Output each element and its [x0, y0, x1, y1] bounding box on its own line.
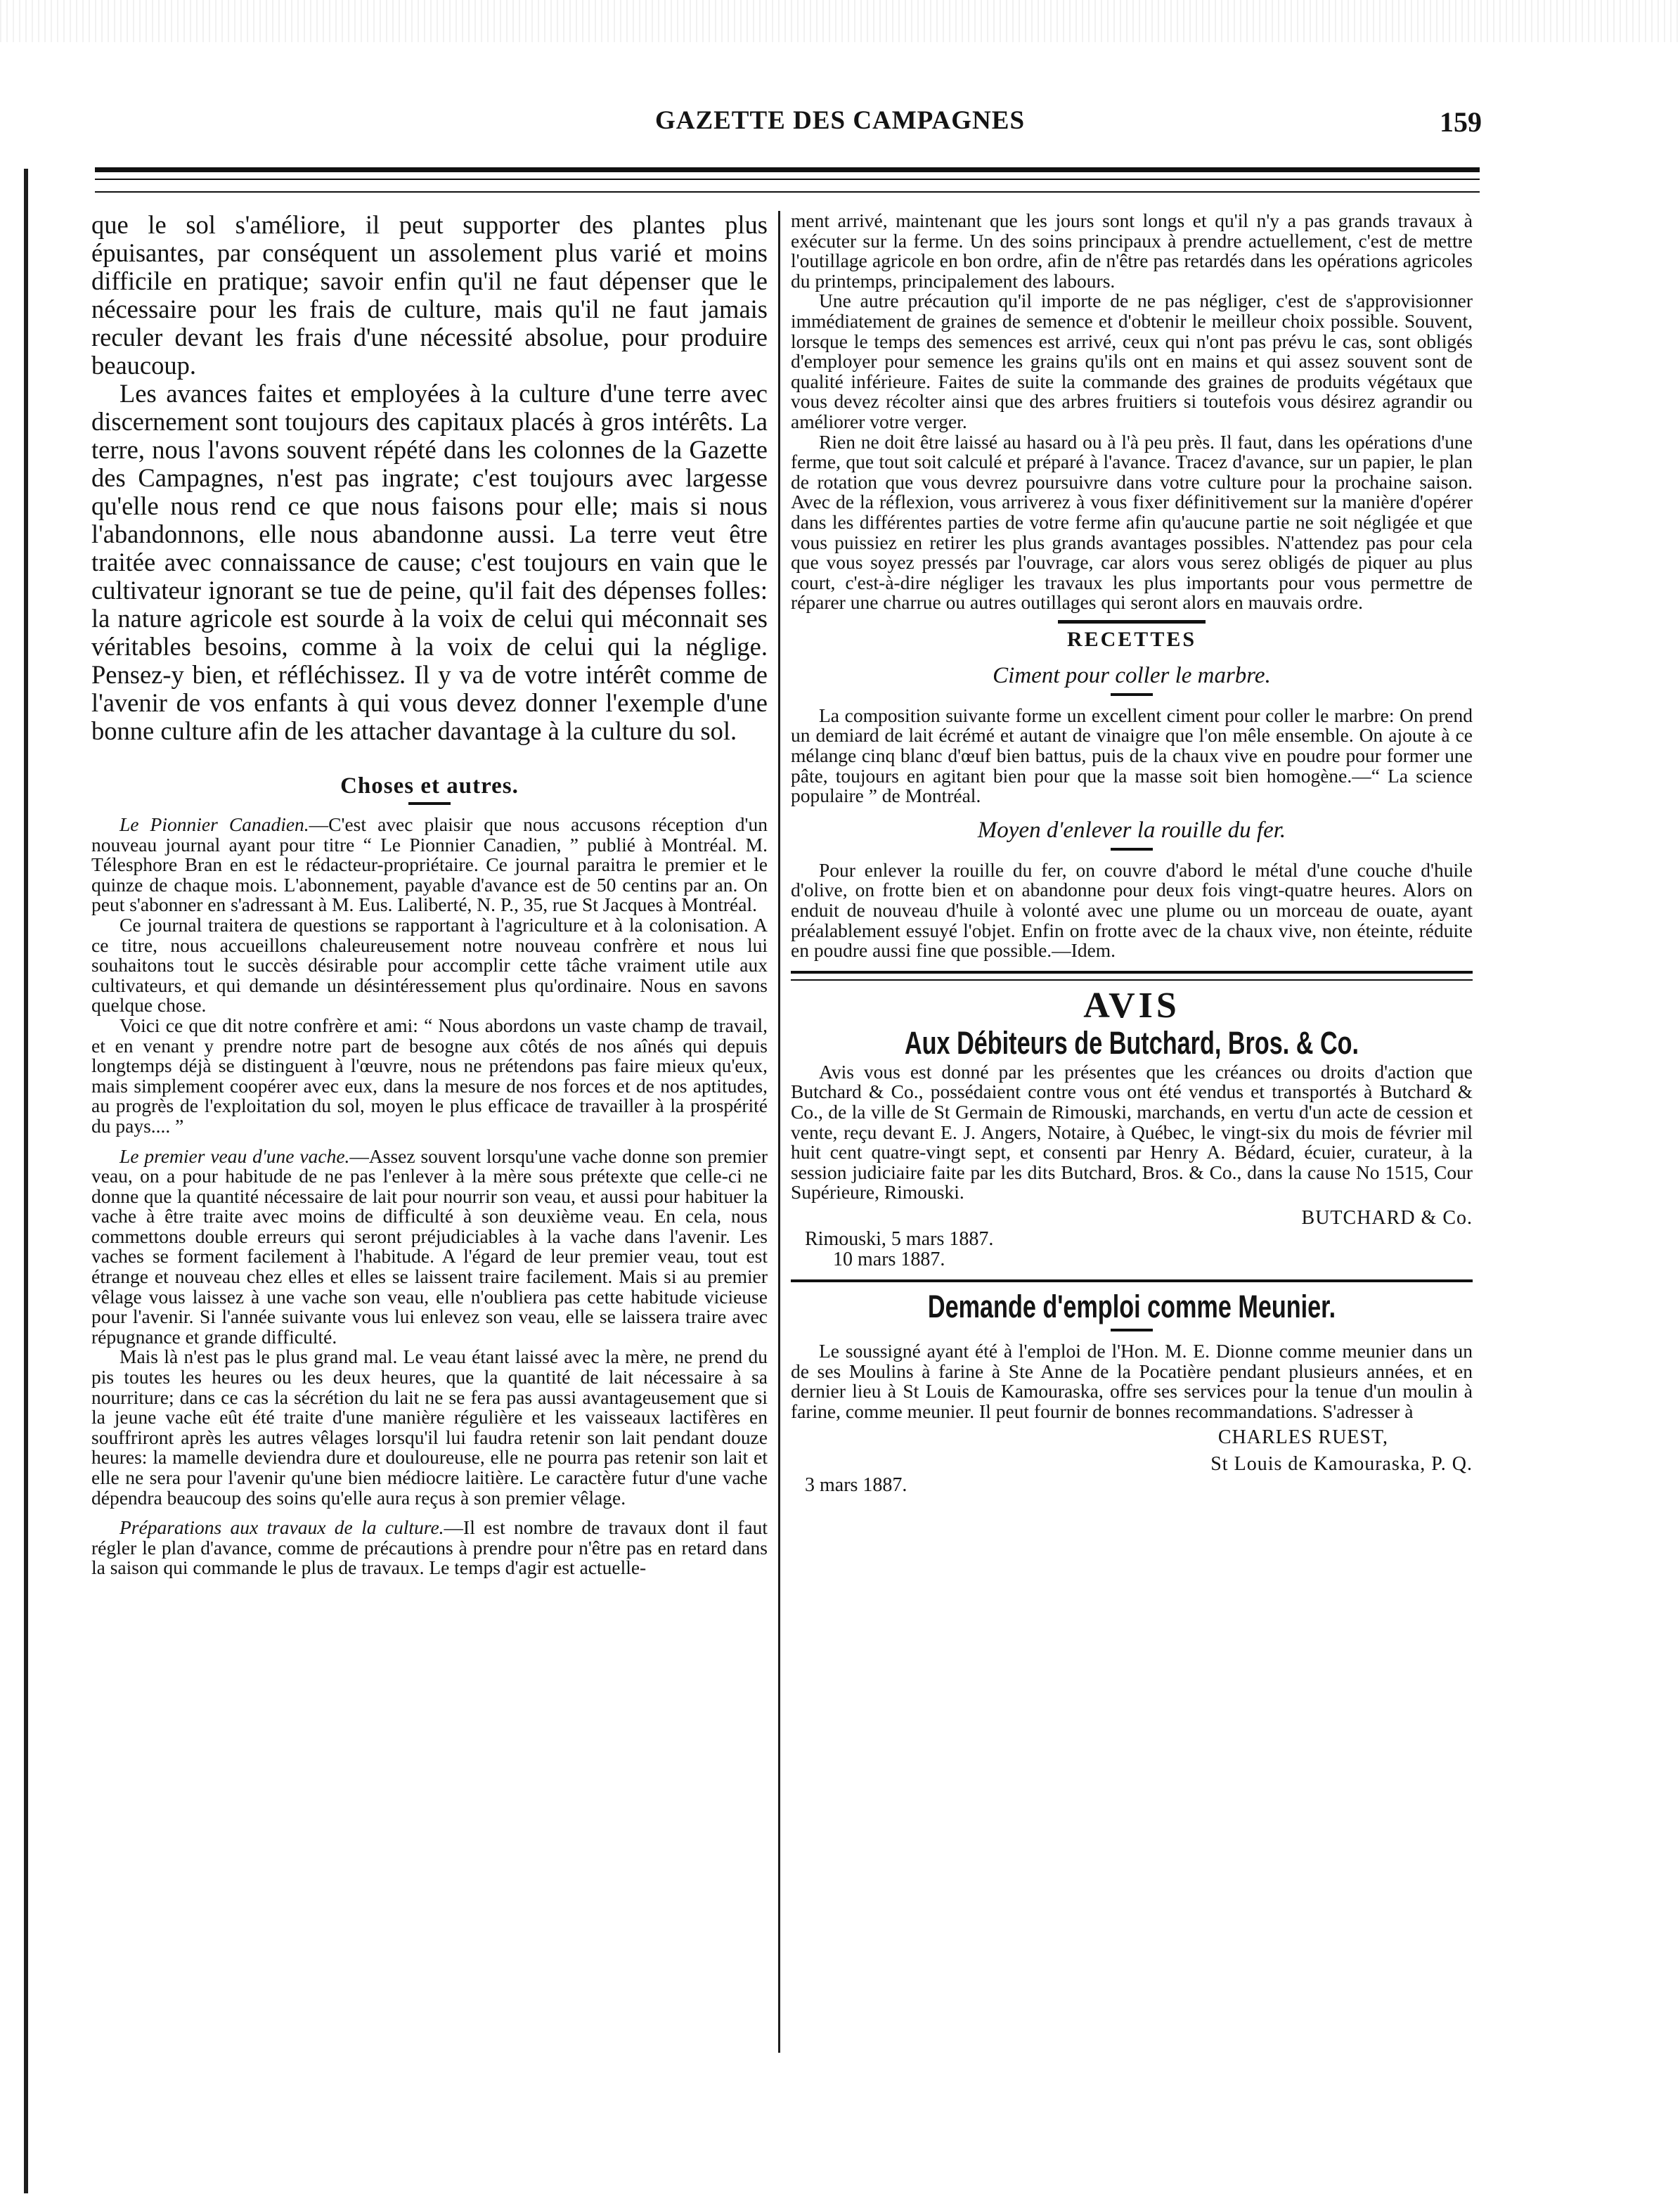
recettes-heading: RECETTES	[1066, 627, 1197, 651]
item-text: —C'est avec plaisir que nous accusons réception d'un nouveau journal ayant pour titre “ Le Pionnier Canadien, ” publié à Montréal. M. Télesphore Bran en est le rédacteur-propriétaire. Ce journal paraitra le premier et le quinze de chaque mois. L'abonnement, payable d'avance est de 50 centins par an. On peut s'abonner en s'adressant à M. Eus. Laliberté, N. P., 35, rue St Jacques à Montréal.	[91, 813, 768, 916]
demande-address: St Louis de Kamouraska, P. Q.	[1210, 1452, 1473, 1475]
header-rule-thin	[95, 179, 1480, 180]
right-column	[791, 211, 1473, 1495]
avis-text: Avis vous est donné par les présentes que les créances ou droits d'action que Butchard & Co., possédaient contre vous ont été vendus et transportés à Butchard & Co., de la ville de St Germain de Rimouski, marchands, en vertu d'un acte de cession et vente, reçu devant E. J. Angers, Notaire, à Québec, le vingt-six du mois de février mil huit cent quatre-vingt sept, et consenti par Henry A. Bédard, écuier, curateur, à la session judiciaire faite par les dits Butchard, Bros. & Co., dans la cause No 1515, Cour Supérieure, Rimouski.	[791, 1060, 1473, 1204]
avis-signature: BUTCHARD & Co.	[1301, 1206, 1473, 1229]
notice-rule	[791, 1279, 1473, 1282]
heading-dash	[1111, 1329, 1153, 1331]
page-number: 159	[1440, 106, 1482, 138]
article-paragraph: Rien ne doit être laissé au hasard ou à l'à peu près. Il faut, dans les opérations d'une ferme, que tout soit calculé et préparé à l'avance. Tracez d'avance, sur un papier, le plan de rotation que vous devrez poursuivre dans votre culture pour la prochaine saison. Avec de la réflexion, vous arriverez à vous fixer définitivement sur la manière d'opérer dans les différentes parties de votre ferme afin qu'aucune partie ne soit négligée et que vous puissiez en retirer les plus grands avantages possibles. N'attendez pas pour cela que vous soyez pressés par l'ouvrage, car alors vous serez obligés de piquer au plus court, c'est-à-dire négliger les travaux les plus importants pour vous permettre de réparer une charrue ou autres outillages qui seront alors en mauvais ordre.	[791, 430, 1473, 614]
avis-date: 10 mars 1887.	[833, 1248, 945, 1270]
demande-text: Le soussigné ayant été à l'emploi de l'Hon. M. E. Dionne comme meunier dans un de ses Moulins à farine à Ste Anne de la Pocatière pendant plusieurs années, et en dernier lieu à St Louis de Kamouraska, offre ses services pour la tenue d'un moulin à farine, comme meunier. Il peut fournir de bonnes recommandations. S'adresser à	[791, 1340, 1473, 1422]
binding-margin-rule	[24, 169, 28, 2193]
article-continuation: que le sol s'améliore, il peut supporter des plantes plus épuisantes, par conséquent un assolement plus varié et moins difficile en pratique; savoir enfin qu'il ne faut dépenser que le nécessaire pour les frais de culture, mais qu'il ne faut jamais reculer devant les frais d'une nécessité absolue, pour produire beaucoup.	[91, 210, 768, 380]
recipe-title: Moyen d'enlever la rouille du fer.	[977, 817, 1286, 843]
article-paragraph: Les avances faites et employées à la culture d'une terre avec discernement sont toujours des capitaux placés à gros intérêts. La terre, nous l'avons souvent répété dans les colonnes de la Gazette des Campagnes, n'est pas ingrate; c'est toujours avec largesse qu'elle nous rend ce que nous faisons pour elle; mais si nous l'abandonnons, elle nous abandonne aussi. La terre veut être traitée avec connaissance de cause; c'est toujours en vain que le cultivateur ignorant se tue de peine, qu'il fait des dépenses folles: la nature agricole est sourde à la voix de celui qui méconnait ses véritables besoins, comme à la voix de celui qui la néglige. Pensez-y bien, et réfléchissez. Il y va de votre intérêt comme de l'avenir de vos enfants à qui vous devez donner l'exemple d'une bonne culture afin de les attacher davantage à la culture du sol.	[91, 379, 768, 745]
news-item-pionnier	[91, 815, 768, 915]
recipe-text: Pour enlever la rouille du fer, on couvre d'abord le métal d'une couche d'huile d'olive, on frotte bien et on abandonne pour deux fois vingt-quatre heures. Alors on enduit de nouveau d'huile à volonté avec une plume ou un morceau de ouate, ayant préalablement essuyé l'objet. Enfin on frotte avec de la chaux vive, non éteinte, réduite en poudre aussi fine que possible.—Idem.	[791, 858, 1473, 962]
column-divider	[778, 211, 780, 2053]
avis-heading: AVIS	[1083, 985, 1180, 1026]
page-header	[0, 105, 1680, 141]
heading-dash	[1111, 848, 1153, 851]
item-lead: Préparations aux travaux de la culture.	[119, 1516, 444, 1539]
recipe-text: La composition suivante forme un excellent ciment pour coller le marbre: On prend un demiard de lait écrémé et autant de vinaigre que l'on mêle ensemble. On ajoute à ce mélange cinq blanc d'œuf bien battus, puis de la chaux vive en poudre pour former une pâte, toujours en agitant bien pour que la masse soit bien homogène.—“ La science populaire ” de Montréal.	[791, 704, 1473, 807]
avis-date: Rimouski, 5 mars 1887.	[805, 1227, 994, 1250]
news-paragraph: Ce journal traitera de questions se rapportant à l'agriculture et à la colonisation. A ce titre, nous accueillons chaleureusement notre nouveau confrère et nous lui souhaitons tout le succès désirable pour accomplir cette tâche vraiment utile aux cultivateurs, et qui demande un désintéressement plus qu'ordinaire. Nous en savons quelque chose.	[91, 913, 768, 1017]
item-text: —Assez souvent lorsqu'une vache donne son premier veau, on a pour habitude de ne pas l'enlever à la mère sous prétexte que celle-ci ne donne que la quantité nécessaire de lait pour nourrir son veau, et aussi pour habituer la vache à être traite avec moins de difficulté à son deuxième veau. En cela, nous commettons double erreurs qui seront préjudiciables à la vache dans l'avenir. Les vaches se forment facilement à l'habitude. A l'égard de leur premier veau, tout est étrange et nouveau chez elles et elles se laissent traire facilement. Mais si au premier vêlage vous laissez à une vache son veau, elle n'oubliera pas cette habitude vicieuse pour l'avenir. Si l'année suivante vous lui enlevez son veau, elle se laissera traire avec répugnance et grande difficulté.	[91, 1144, 768, 1348]
demande-heading: Demande d'emploi comme Meunier.	[927, 1289, 1336, 1325]
heading-dash	[408, 802, 451, 805]
avis-subheading: Aux Débiteurs de Butchard, Bros. & Co.	[904, 1024, 1359, 1061]
news-quote: Voici ce que dit notre confrère et ami: “ Nous abordons un vaste champ de travail, et en venant y prendre notre part de besogne aux côtés de nos aînés qui depuis longtemps déjà se distinguent à l'œuvre, nous ne prétendons pas faire mieux qu'eux, mais simplement coopérer avec eux, dans la mesure de nos forces et de nos aptitudes, au progrès de l'exploitation du sol, moyen le plus efficace de travailler à la prospérité du pays.... ”	[91, 1014, 768, 1137]
news-item-preparations	[91, 1518, 768, 1578]
section-heading: Choses et autres.	[340, 773, 519, 799]
news-paragraph: Mais là n'est pas le plus grand mal. Le veau étant laissé avec la mère, ne prend du pis toutes les heures ou les deux heures, que la quantité de lait nécessaire à sa nourriture; dans ce cas la sécrétion du lait ne se fera pas aussi avantageusement que si la jeune vache eût été traite d'une manière régulière et les vaisseaux lactifères en souffriront après les autres vêlages lorsqu'il lui faudra retenir son lait pendant douze heures: la mamelle deviendra dure et douloureuse, elle ne pourra pas retenir son lait et elle ne sera pour l'avenir qu'une bien médiocre laitière. Le caractère futur d'une vache dépendra beaucoup des soins qu'elle aura reçus à son premier vêlage.	[91, 1346, 768, 1509]
left-column	[91, 211, 768, 1578]
item-lead: Le premier veau d'une vache.	[119, 1144, 350, 1167]
header-rule-bottom	[95, 191, 1480, 193]
demande-date: 3 mars 1887.	[805, 1473, 907, 1496]
header-rule-thick	[95, 167, 1480, 172]
item-text: —Il est nombre de travaux dont il faut régler le plan d'avance, comme de précautions à prendre pour n'être pas en retard dans la saison qui commande le plus de travaux. Le temps d'agir est actuelle-	[91, 1516, 768, 1579]
article-continuation: ment arrivé, maintenant que les jours sont longs et qu'il n'y a pas grands travaux à exécuter sur la ferme. Un des soins principaux à prendre actuellement, c'est de mettre l'outillage agricole en bon ordre, afin de n'être pas retardés dans les opérations agricoles du printemps, principalement des labours.	[791, 209, 1473, 292]
notice-rule	[791, 971, 1473, 974]
article-paragraph: Une autre précaution qu'il importe de ne pas négliger, c'est de s'approvisionner immédiatement de graines de semence et d'obtenir le meilleur choix possible. Souvent, lorsque le temps des semences est arrivé, ceux qui n'ont pas prévu le cas, sont obligés d'employer pour semence les grains qu'ils ont en mains et qui assez souvent sont de qualité inférieure. Faites de suite la commande des graines de produits végétaux que vous devez récolter ainsi que des arbres fruitiers si toutefois vous désirez agrandir ou améliorer votre verger.	[791, 290, 1473, 432]
section-rule	[1058, 620, 1206, 624]
demande-signature: CHARLES RUEST,	[1217, 1426, 1388, 1448]
news-item-veau	[91, 1144, 768, 1348]
notice-rule-thin	[791, 979, 1473, 981]
running-title: GAZETTE DES CAMPAGNES	[654, 106, 1026, 135]
top-edge-grain	[0, 0, 1680, 42]
heading-dash	[1111, 693, 1153, 696]
recipe-title: Ciment pour coller le marbre.	[993, 662, 1271, 688]
item-lead: Le Pionnier Canadien.	[119, 813, 309, 835]
